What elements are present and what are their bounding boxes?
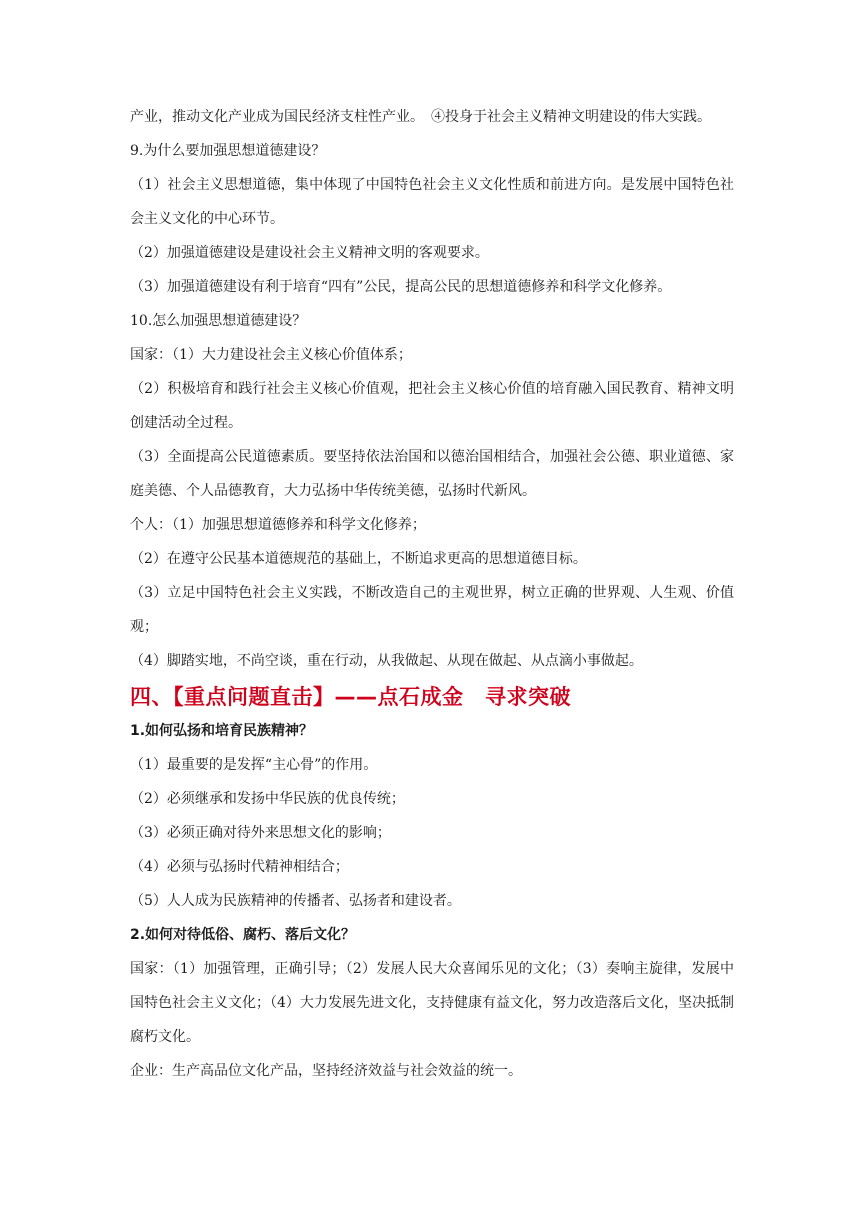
paragraph: 企业：生产高品位文化产品，坚持经济效益与社会效益的统一。 [130,1063,522,1079]
paragraph: 国家：（1）加强管理，正确引导；（2）发展人民大众喜闻乐见的文化；（3）奏响主旋律，发展中国特色社会主义文化；（4）大力发展先进文化，支持健康有益文化，努力改造落后文化，坚决抵制腐朽文化。 [130,961,734,1045]
question-heading: 2.如何对待低俗、腐朽、落后文化？ [130,927,356,943]
paragraph: 国家：（1）大力建设社会主义核心价值体系； [130,347,412,363]
paragraph: 产业，推动文化产业成为国民经济支柱性产业。 ④投身于社会主义精神文明建设的伟大实践。 [130,109,711,125]
paragraph: （2）加强道德建设是建设社会主义精神文明的客观要求。 [130,245,489,261]
section-heading: 四、【重点问题直击】——点石成金 寻求突破 [130,685,571,709]
page-content [130,100,734,1088]
question-heading: 1.如何弘扬和培育民族精神？ [130,723,314,739]
paragraph: 个人：（1）加强思想道德修养和科学文化修养； [130,517,426,533]
question-title: 9.为什么要加强思想道德建设？ [130,143,326,159]
list-item: （4）必须与弘扬时代精神相结合； [130,859,349,875]
list-item: （5）人人成为民族精神的传播者、弘扬者和建设者。 [130,893,461,909]
paragraph: （3）立足中国特色社会主义实践，不断改造自己的主观世界，树立正确的世界观、人生观、价值观； [130,585,734,635]
paragraph: （2）在遵守公民基本道德规范的基础上，不断追求更高的思想道德目标。 [130,551,587,567]
list-item: （3）必须正确对待外来思想文化的影响； [130,825,391,841]
list-item: （2）必须继承和发扬中华民族的优良传统； [130,791,405,807]
paragraph: （2）积极培育和践行社会主义核心价值观，把社会主义核心价值的培育融入国民教育、精神文明创建活动全过程。 [130,381,734,431]
question-title: 10.怎么加强思想道德建设？ [130,313,307,329]
paragraph: （3）加强道德建设有利于培育“四有”公民，提高公民的思想道德修养和科学文化修养。 [130,279,672,295]
paragraph: （1）社会主义思想道德，集中体现了中国特色社会主义文化性质和前进方向。是发展中国特色社会主义文化的中心环节。 [130,177,734,227]
list-item: （1）最重要的是发挥“主心骨”的作用。 [130,757,378,773]
paragraph: （3）全面提高公民道德素质。要坚持依法治国和以德治国相结合，加强社会公德、职业道德、家庭美德、个人品德教育，大力弘扬中华传统美德，弘扬时代新风。 [130,449,734,499]
paragraph: （4）脚踏实地，不尚空谈，重在行动，从我做起、从现在做起、从点滴小事做起。 [130,653,643,669]
